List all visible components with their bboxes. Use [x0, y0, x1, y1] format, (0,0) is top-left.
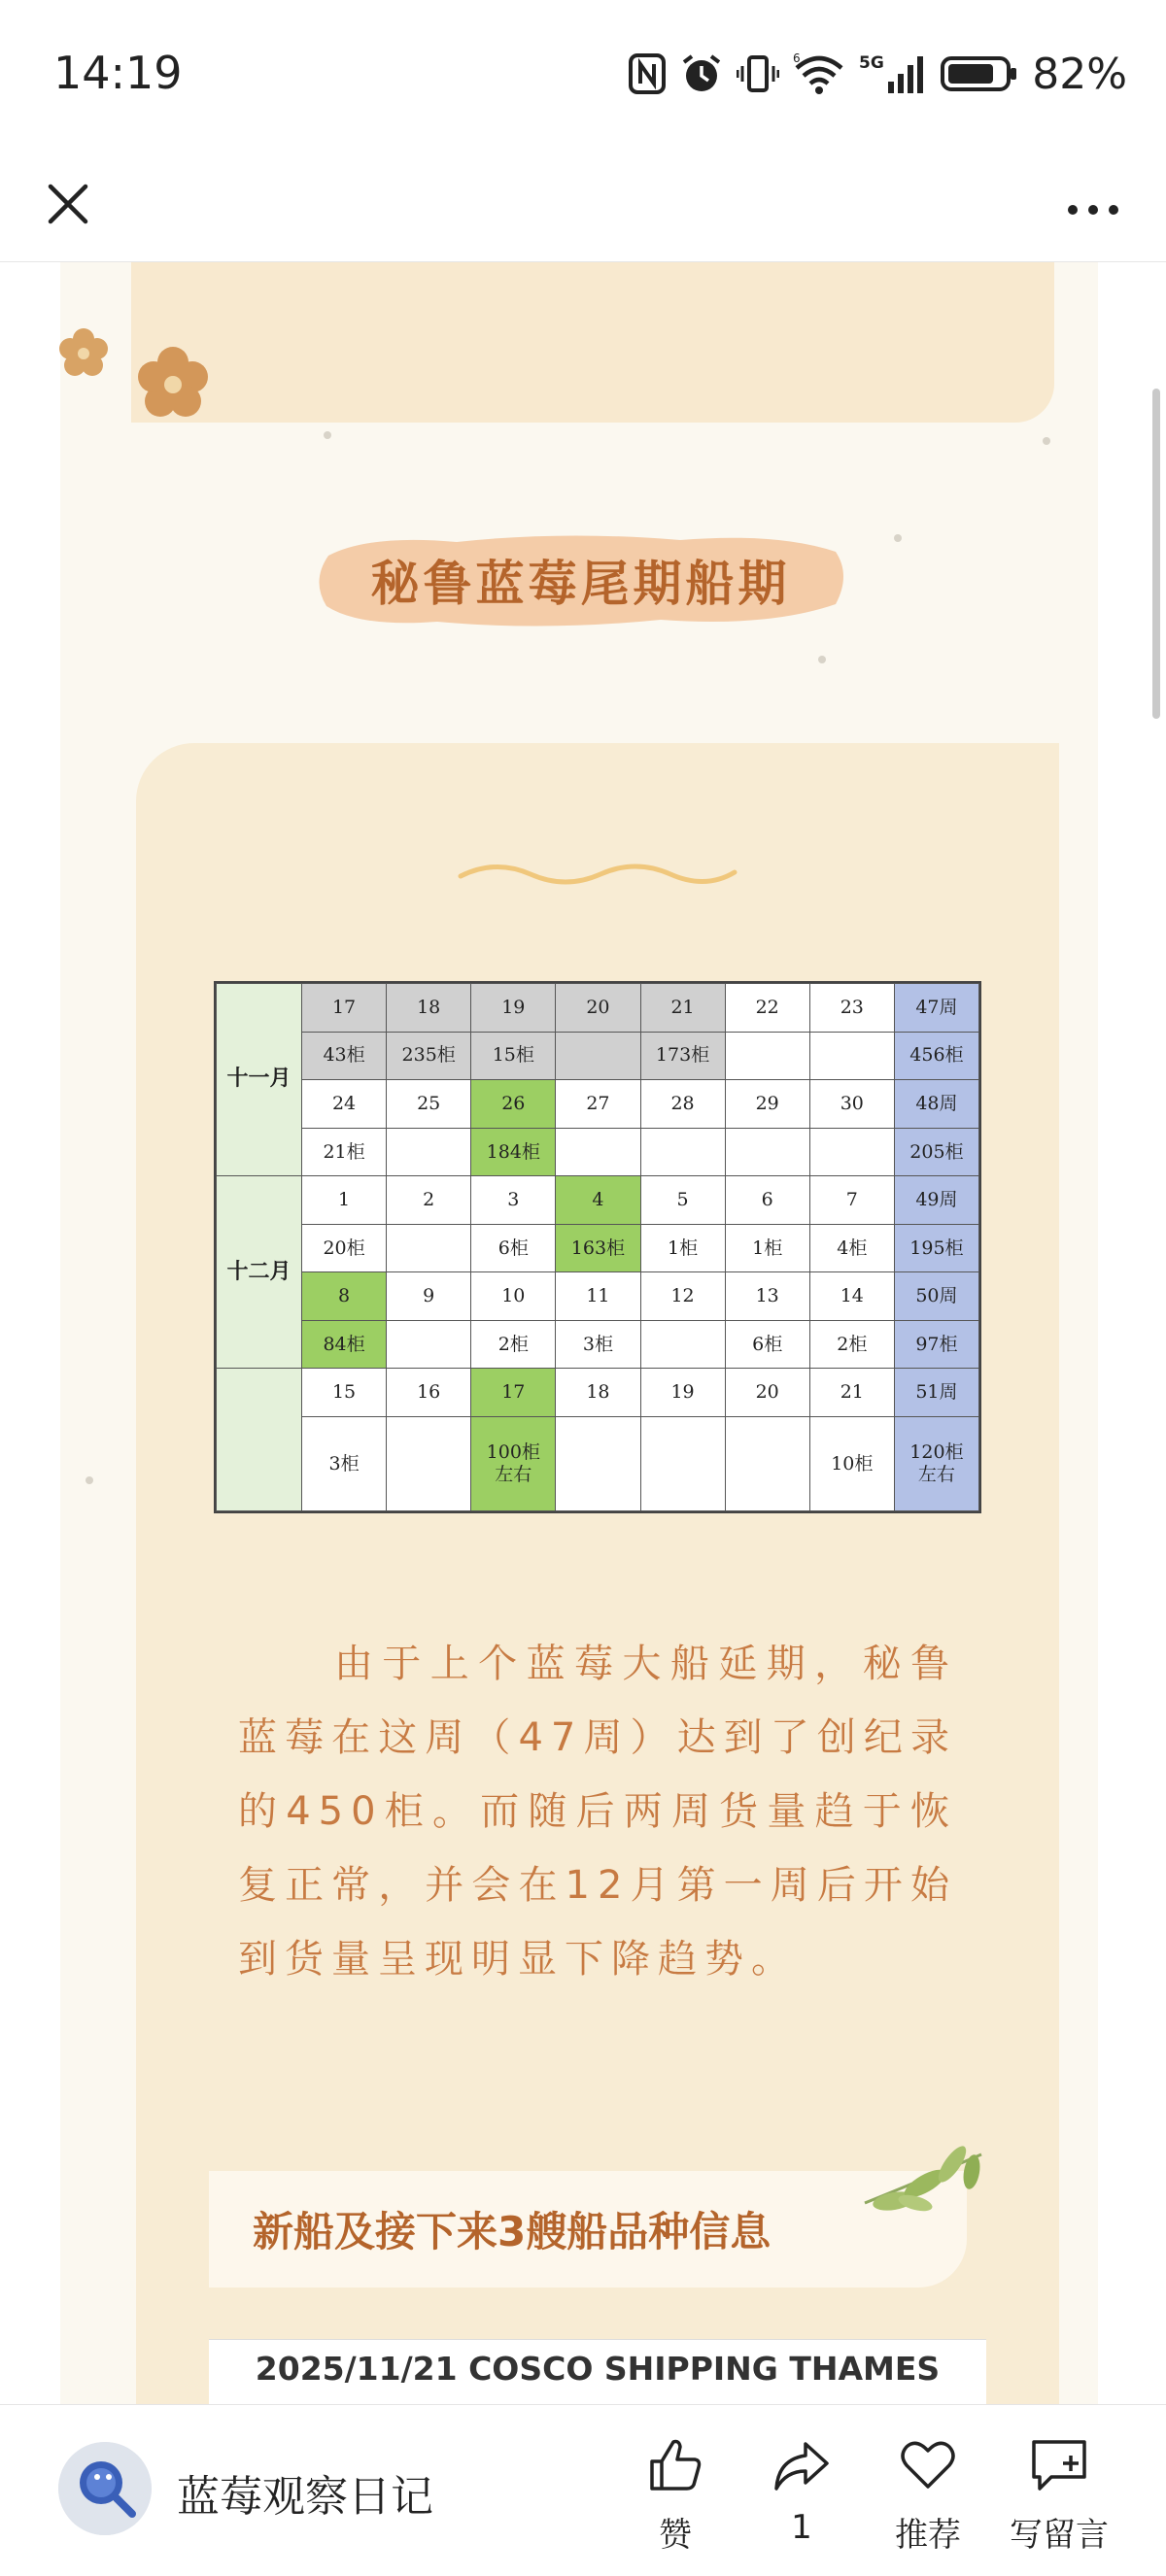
- schedule-cell: 2柜: [809, 1320, 894, 1369]
- schedule-cell: 23: [809, 984, 894, 1033]
- schedule-row: [217, 1128, 979, 1176]
- schedule-cell: 30: [809, 1080, 894, 1129]
- schedule-cell: [725, 1032, 809, 1080]
- schedule-cell: 17: [471, 1369, 556, 1417]
- schedule-cell: 21: [809, 1369, 894, 1417]
- vibrate-icon: [737, 52, 779, 95]
- schedule-cell: [387, 1128, 471, 1176]
- flower-icon: [56, 325, 111, 380]
- svg-text:5G: 5G: [859, 53, 884, 73]
- share-icon: [771, 2434, 833, 2496]
- recommend-label: 推荐: [895, 2516, 961, 2555]
- schedule-row: [217, 1272, 979, 1321]
- more-button[interactable]: [1049, 165, 1137, 243]
- schedule-cell: 5: [640, 1176, 725, 1225]
- schedule-cell: 10柜: [809, 1416, 894, 1510]
- schedule-cell: 26: [471, 1080, 556, 1129]
- schedule-row: [217, 1032, 979, 1080]
- flower-icon: [133, 343, 213, 423]
- schedule-cell: 18: [387, 984, 471, 1033]
- schedule-cell: [725, 1416, 809, 1510]
- schedule-cell: 4: [556, 1176, 640, 1225]
- schedule-cell: 14: [809, 1272, 894, 1321]
- week-total-cell: 50周: [894, 1272, 978, 1321]
- article-content[interactable]: [0, 262, 1166, 2404]
- decor-dot: [324, 431, 331, 439]
- heart-icon: [897, 2434, 959, 2496]
- schedule-cell: 184柜: [471, 1128, 556, 1176]
- decor-dot: [86, 1476, 93, 1484]
- schedule-cell: [556, 1032, 640, 1080]
- schedule-cell: [556, 1416, 640, 1510]
- schedule-cell: 21: [640, 984, 725, 1033]
- schedule-cell: 20柜: [302, 1224, 387, 1272]
- schedule-cell: 22: [725, 984, 809, 1033]
- schedule-cell: 11: [556, 1272, 640, 1321]
- schedule-cell: 12: [640, 1272, 725, 1321]
- week-total-cell: 456柜: [894, 1032, 978, 1080]
- avatar[interactable]: [58, 2442, 152, 2535]
- schedule-cell: [387, 1224, 471, 1272]
- week-total-cell: 97柜: [894, 1320, 978, 1369]
- month-label: 十一月: [217, 984, 302, 1176]
- schedule-cell: 20: [725, 1369, 809, 1417]
- svg-text:6: 6: [793, 52, 801, 65]
- schedule-cell: 6柜: [725, 1320, 809, 1369]
- schedule-cell: 19: [640, 1369, 725, 1417]
- schedule-cell: 16: [387, 1369, 471, 1417]
- schedule-cell: 10: [471, 1272, 556, 1321]
- nfc-icon: [628, 52, 667, 95]
- week-total-cell: 48周: [894, 1080, 978, 1129]
- schedule-cell: [809, 1032, 894, 1080]
- schedule-row: [217, 984, 979, 1033]
- top-card: [131, 262, 1054, 423]
- schedule-cell: 100柜 左右: [471, 1416, 556, 1510]
- schedule-cell: 20: [556, 984, 640, 1033]
- schedule-cell: 6柜: [471, 1224, 556, 1272]
- article-paragraph: 由于上个蓝莓大船延期，秘鲁蓝莓在这周（47周）达到了创纪录的450柜。而随后两周货量趋于恢复正常，并会在12月第一周后开始到货量呈现明显下降趋势。: [238, 1642, 957, 1982]
- schedule-cell: 1柜: [725, 1224, 809, 1272]
- schedule-cell: 163柜: [556, 1224, 640, 1272]
- schedule-cell: 13: [725, 1272, 809, 1321]
- month-label: 十二月: [217, 1176, 302, 1369]
- schedule-cell: 25: [387, 1080, 471, 1129]
- schedule-cell: 1柜: [640, 1224, 725, 1272]
- scrollbar[interactable]: [1152, 389, 1160, 719]
- week-total-cell: 51周: [894, 1369, 978, 1417]
- schedule-row: [217, 1416, 979, 1510]
- schedule-cell: [640, 1128, 725, 1176]
- shipping-schedule-table: [214, 981, 981, 1513]
- close-button[interactable]: [29, 165, 107, 243]
- schedule-cell: 173柜: [640, 1032, 725, 1080]
- section-title: 秘鲁蓝莓尾期船期: [370, 556, 791, 612]
- wifi-icon: [793, 52, 845, 95]
- schedule-cell: 24: [302, 1080, 387, 1129]
- bottom-action-bar: [0, 2404, 1166, 2576]
- schedule-cell: 28: [640, 1080, 725, 1129]
- decor-dot: [1043, 437, 1050, 445]
- schedule-row: [217, 1224, 979, 1272]
- week-total-cell: 195柜: [894, 1224, 978, 1272]
- schedule-cell: [387, 1416, 471, 1510]
- schedule-cell: [387, 1320, 471, 1369]
- schedule-cell: 19: [471, 984, 556, 1033]
- schedule-cell: 8: [302, 1272, 387, 1321]
- schedule-cell: 3柜: [302, 1416, 387, 1510]
- schedule-cell: 43柜: [302, 1032, 387, 1080]
- share-button[interactable]: [748, 2434, 855, 2547]
- close-icon: [29, 165, 107, 243]
- battery-percent: 82%: [1032, 49, 1127, 99]
- schedule-row: [217, 1176, 979, 1225]
- comment-label: 写留言: [1010, 2516, 1109, 2555]
- schedule-cell: 3柜: [556, 1320, 640, 1369]
- schedule-cell: 2: [387, 1176, 471, 1225]
- schedule-row: [217, 1369, 979, 1417]
- schedule-cell: 4柜: [809, 1224, 894, 1272]
- like-label: 赞: [659, 2516, 692, 2555]
- share-count: 1: [791, 2508, 812, 2547]
- schedule-cell: 15柜: [471, 1032, 556, 1080]
- schedule-cell: 6: [725, 1176, 809, 1225]
- week-total-cell: 47周: [894, 984, 978, 1033]
- wave-divider: [457, 855, 738, 894]
- schedule-cell: 21柜: [302, 1128, 387, 1176]
- schedule-cell: [556, 1128, 640, 1176]
- schedule-cell: 17: [302, 984, 387, 1033]
- comment-button[interactable]: [996, 2434, 1122, 2556]
- subsection-bar: [209, 2171, 967, 2288]
- schedule-cell: 84柜: [302, 1320, 387, 1369]
- schedule-row: [217, 1320, 979, 1369]
- schedule-cell: 1: [302, 1176, 387, 1225]
- schedule-cell: 3: [471, 1176, 556, 1225]
- battery-icon: [941, 52, 1018, 95]
- signal-icon: [859, 52, 927, 95]
- status-icons: [628, 47, 1127, 101]
- week-total-cell: 49周: [894, 1176, 978, 1225]
- alarm-icon: [680, 52, 723, 95]
- decor-dot: [818, 656, 826, 663]
- schedule-cell: [725, 1128, 809, 1176]
- like-button[interactable]: [622, 2434, 729, 2556]
- schedule-cell: 9: [387, 1272, 471, 1321]
- document-preview-title: 2025/11/21 COSCO SHIPPING THAMES: [255, 2350, 941, 2388]
- leaf-icon: [855, 2135, 991, 2222]
- month-label: [217, 1369, 302, 1511]
- schedule-cell: 7: [809, 1176, 894, 1225]
- blueberry-magnifier-icon: [58, 2442, 152, 2535]
- week-total-cell: 205柜: [894, 1128, 978, 1176]
- schedule-cell: 2柜: [471, 1320, 556, 1369]
- schedule-cell: 235柜: [387, 1032, 471, 1080]
- schedule-row: [217, 1080, 979, 1129]
- schedule-cell: 18: [556, 1369, 640, 1417]
- thumbs-up-icon: [644, 2434, 706, 2496]
- nav-bar: [0, 146, 1166, 262]
- schedule-cell: 15: [302, 1369, 387, 1417]
- week-total-cell: 120柜 左右: [894, 1416, 978, 1510]
- recommend-button[interactable]: [874, 2434, 981, 2556]
- schedule-cell: [640, 1320, 725, 1369]
- section-title-banner: [311, 526, 850, 633]
- schedule-cell: [640, 1416, 725, 1510]
- schedule-cell: [809, 1128, 894, 1176]
- subsection-title: 新船及接下来3艘船品种信息: [253, 2208, 772, 2255]
- schedule-cell: 27: [556, 1080, 640, 1129]
- schedule-cell: 29: [725, 1080, 809, 1129]
- document-preview: [209, 2339, 986, 2404]
- status-time: 14:19: [53, 47, 183, 99]
- comment-add-icon: [1028, 2434, 1090, 2496]
- status-bar: [0, 0, 1166, 146]
- account-name[interactable]: 蓝莓观察日记: [177, 2472, 433, 2522]
- more-icon: [1049, 165, 1137, 243]
- decor-dot: [894, 534, 902, 542]
